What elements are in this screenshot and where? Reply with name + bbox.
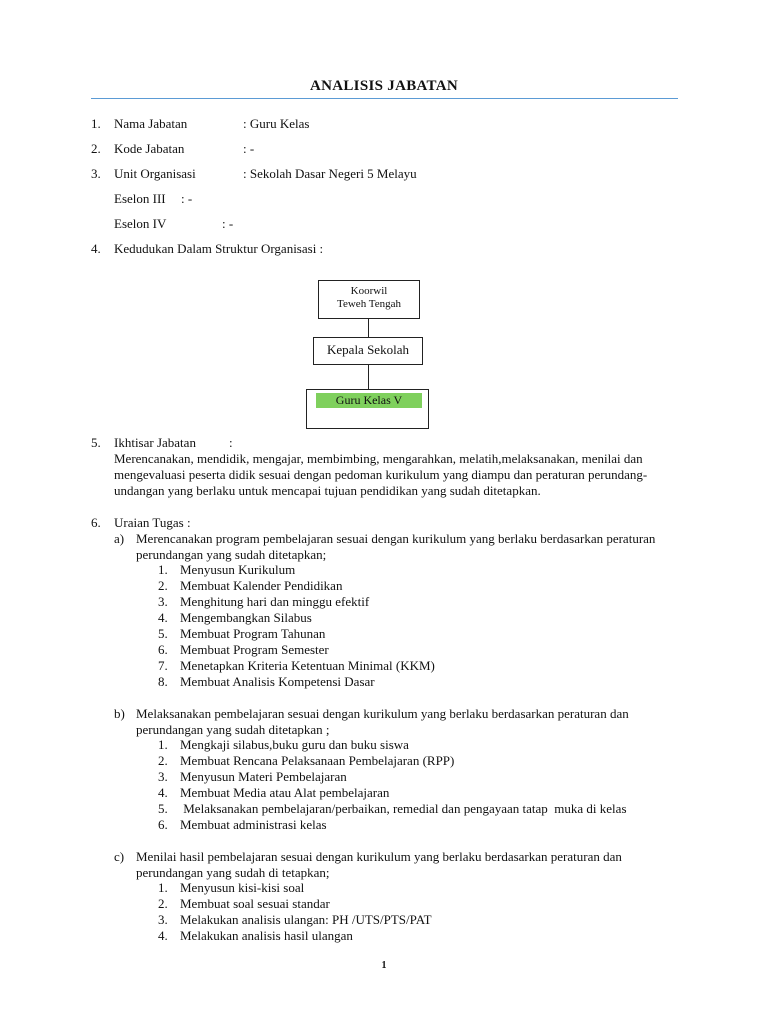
task-text: Menghitung hari dan minggu efektif xyxy=(180,594,370,609)
task-text: Membuat soal sesuai standar xyxy=(180,896,330,911)
task-number: 1. xyxy=(158,737,168,752)
section-heading: Uraian Tugas : xyxy=(114,515,191,530)
eselon-label: Eselon III xyxy=(114,191,166,206)
section-number: 5. xyxy=(91,435,101,450)
field-number: 1. xyxy=(91,116,101,131)
org-box-guru-kelas xyxy=(306,389,429,429)
field-value: : Guru Kelas xyxy=(243,116,310,131)
subsection-text: Melaksanakan pembelajaran sesuai dengan kurikulum yang berlaku berdasarkan peraturan dan perundangan yang sudah ditetapkan ; xyxy=(136,706,629,737)
task-text: Membuat administrasi kelas xyxy=(180,817,327,832)
document-title: ANALISIS JABATAN xyxy=(309,78,459,94)
task-number: 7. xyxy=(158,658,168,673)
field-number: 4. xyxy=(91,241,101,256)
task-text: Menyusun Materi Pembelajaran xyxy=(180,769,347,784)
subsection-text: Menilai hasil pembelajaran sesuai dengan kurikulum yang berlaku berdasarkan peraturan dan perundangan yang sudah di tetapkan; xyxy=(136,849,622,880)
task-number: 1. xyxy=(158,880,168,895)
task-text: Melakukan analisis hasil ulangan xyxy=(180,928,353,943)
org-box-koorwil xyxy=(318,280,420,319)
task-number: 3. xyxy=(158,912,168,927)
field-number: 2. xyxy=(91,141,101,156)
org-box-label: Koorwil xyxy=(350,285,388,297)
task-number: 1. xyxy=(158,562,168,577)
page-number: 1 xyxy=(381,960,387,971)
subsection-letter: a) xyxy=(114,531,125,546)
task-number: 3. xyxy=(158,769,168,784)
field-value: : Sekolah Dasar Negeri 5 Melayu xyxy=(243,166,417,181)
task-text: Mengkaji silabus,buku guru dan buku siswa xyxy=(180,737,409,752)
task-text: Membuat Rencana Pelaksanaan Pembelajaran (RPP) xyxy=(180,753,455,768)
org-box-label: Teweh Tengah xyxy=(337,298,401,310)
field-label: Nama Jabatan xyxy=(114,116,188,131)
task-text: Melakukan analisis ulangan: PH /UTS/PTS/PAT xyxy=(180,912,432,927)
eselon-value: : - xyxy=(181,191,193,206)
task-number: 2. xyxy=(158,753,168,768)
org-box-kepala-sekolah xyxy=(313,337,423,365)
eselon-value: : - xyxy=(222,216,234,231)
task-number: 4. xyxy=(158,785,168,800)
field-label: Unit Organisasi xyxy=(114,166,196,181)
subsection-letter: c) xyxy=(114,849,125,864)
subsection-text: Merencanakan program pembelajaran sesuai dengan kurikulum yang berlaku berdasarkan peraturan perundangan yang sudah ditetapkan; xyxy=(136,531,656,562)
section-number: 6. xyxy=(91,515,101,530)
task-number: 5. xyxy=(158,626,168,641)
task-text: Membuat Kalender Pendidikan xyxy=(180,578,343,593)
org-connector xyxy=(368,365,369,389)
task-number: 8. xyxy=(158,674,168,689)
field-label: Kode Jabatan xyxy=(114,141,185,156)
org-connector xyxy=(368,319,369,337)
title-underline xyxy=(91,98,678,99)
task-text: Membuat Program Semester xyxy=(180,642,329,657)
task-number: 4. xyxy=(158,928,168,943)
task-number: 2. xyxy=(158,578,168,593)
field-label: Kedudukan Dalam Struktur Organisasi : xyxy=(114,241,324,256)
task-number: 2. xyxy=(158,896,168,911)
org-box-label: Kepala Sekolah xyxy=(327,342,409,357)
task-text: Mengembangkan Silabus xyxy=(180,610,312,625)
task-text: Menyusun kisi-kisi soal xyxy=(180,880,305,895)
task-text: Membuat Analisis Kompetensi Dasar xyxy=(180,674,375,689)
task-text: Melaksanakan pembelajaran/perbaikan, remedial dan pengayaan tatap muka di kelas xyxy=(180,801,627,816)
task-number: 5. xyxy=(158,801,168,816)
section-heading: Ikhtisar Jabatan xyxy=(114,435,196,450)
task-text: Membuat Program Tahunan xyxy=(180,626,326,641)
task-text: Menetapkan Kriteria Ketentuan Minimal (KKM) xyxy=(180,658,435,673)
field-number: 3. xyxy=(91,166,101,181)
org-box-label: Guru Kelas V xyxy=(316,393,422,408)
ikhtisar-text: Merencanakan, mendidik, mengajar, membimbing, mengarahkan, melatih,melaksanakan, menilai dan mengevaluasi peserta didik sesuai dengan pedoman kurikulum yang diampu dan peraturan perundang-undangan yang berlaku untuk mencapai tujuan pendidikan yang sudah ditetapkan. xyxy=(114,451,648,498)
field-value: : - xyxy=(243,141,255,156)
task-text: Menyusun Kurikulum xyxy=(180,562,296,577)
task-number: 4. xyxy=(158,610,168,625)
eselon-label: Eselon IV xyxy=(114,216,167,231)
task-number: 6. xyxy=(158,642,168,657)
section-colon: : xyxy=(229,435,233,450)
task-number: 6. xyxy=(158,817,168,832)
task-number: 3. xyxy=(158,594,168,609)
task-text: Membuat Media atau Alat pembelajaran xyxy=(180,785,390,800)
subsection-letter: b) xyxy=(114,706,125,721)
